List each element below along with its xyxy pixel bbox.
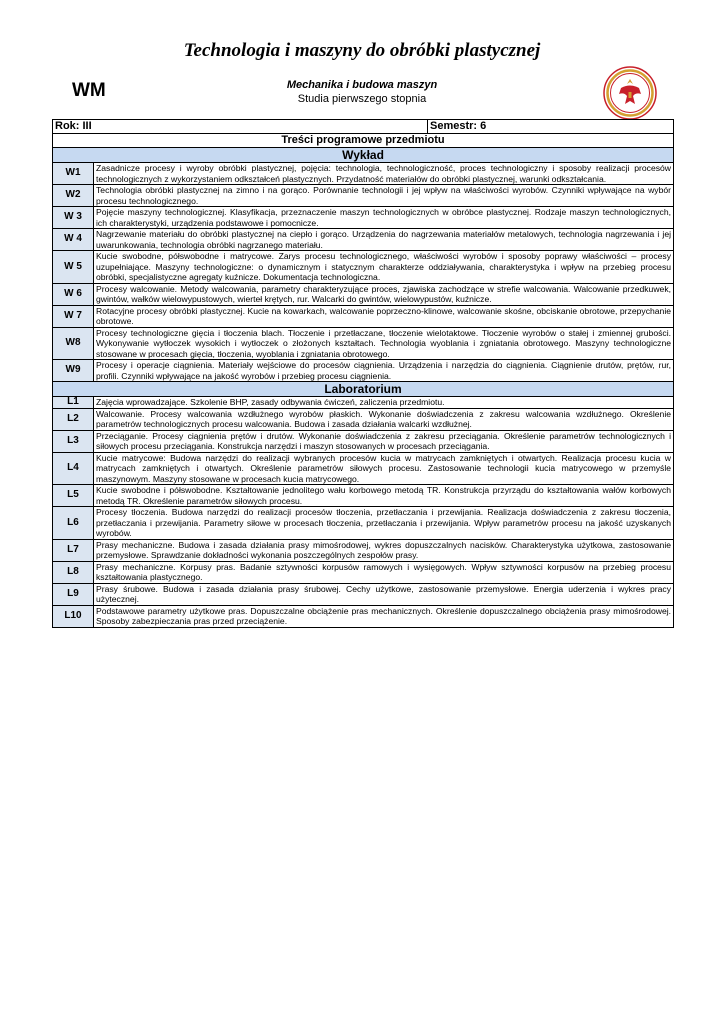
lab-code: L7 [53,539,94,561]
lecture-row [53,207,674,229]
lecture-row [53,283,674,305]
meta-row [53,120,674,134]
lecture-description: Procesy technologiczne gięcia i tłoczenia blach. Tłoczenie i przetłaczane, tłoczenie wielotaktowe. Tłoczenie wyrobów o stałej i zmiennej grubości. Wykonywanie wytłoczek wysokich i wytłoczek o złożonych kształtach. Technologia wyoblania i zgniatania obrotowego. Maszyny technologiczne stosowane w procesach gięcia, tłoczenia, wyoblania i zgniatania obrotowego. [94,327,674,360]
lecture-description: Rotacyjne procesy obróbki plastycznej. Kucie na kowarkach, walcowanie poprzeczno-klinowe, walcowanie skośne, obciskanie obrotowe, przepychanie obrotowe. [94,305,674,327]
lecture-code: W8 [53,327,94,360]
lab-heading: Laboratorium [53,382,674,397]
lab-code: L6 [53,507,94,540]
lecture-row [53,185,674,207]
lecture-row [53,163,674,185]
content-title: Treści programowe przedmiotu [53,134,674,148]
lecture-row [53,229,674,251]
study-level: Studia pierwszego stopnia [297,93,427,105]
lab-description: Zajęcia wprowadzające. Szkolenie BHP, zasady odbywania ćwiczeń, zaliczenia przedmiotu. [94,397,674,409]
semester-cell: Semestr: 6 [428,120,674,134]
lecture-section-header [53,148,674,163]
lab-row [53,397,674,409]
lab-description: Podstawowe parametry użytkowe pras. Dopuszczalne obciążenie pras mechanicznych. Określenie dopuszczalnego obciążenia prasy mimośrodowej. Sposoby zabezpieczania pras przed przeciążenie. [94,605,674,627]
lab-description: Walcowanie. Procesy walcowania wzdłużnego wyrobów płaskich. Wykonanie doświadczenia z zakresu walcowania wzdłużnego. Określenie parametrów technologicznych procesu walcowania. Budowa i zasada działania walcarki wzdłużnej. [94,408,674,430]
lab-description: Przeciąganie. Procesy ciągnienia prętów i drutów. Wykonanie doświadczenia z zakresu przeciągania. Określenie parametrów technologicznych i siłowych procesu przeciągania. Konstrukcja narzędzi i maszyn stosowanych w procesach przeciągania. [94,430,674,452]
lab-description: Prasy mechaniczne. Budowa i zasada działania prasy mimośrodowej, wykres dopuszczalnych nacisków. Charakterystyka użytkowa, zastosowanie przemysłowe. Sprawdzanie dokładności wykonania poszczególnych zespołów prasy. [94,539,674,561]
lab-code: L10 [53,605,94,627]
lab-description: Kucie swobodne i półswobodne. Kształtowanie jednolitego wału korbowego metodą TR. Konstrukcja przyrządu do kształtowania wałów korbowych metodą TR. Określenie parametrów siłowych procesu. [94,485,674,507]
lecture-description: Procesy i operacje ciągnienia. Materiały wejściowe do procesów ciągnienia. Urządzenia i narzędzia do ciągnienia. Ciągnienie drutów, prętów, rur, profili. Czynniki wpływające na jakość wyrobów i przebieg procesu ciągnienia. [94,360,674,382]
lecture-heading: Wykład [53,148,674,163]
lab-code: L2 [53,408,94,430]
lecture-description: Zasadnicze procesy i wyroby obróbki plastycznej, pojęcia: technologia, technologiczność, proces technologiczny i sposoby realizacji procesów technologicznych z wykorzystaniem odkształceń plastycznych. Przydatność materiałów do obróbki plastycznej, warunki odkształcania. [94,163,674,185]
lab-row [53,430,674,452]
lab-row [53,408,674,430]
lecture-row [53,360,674,382]
lecture-description: Technologia obróbki plastycznej na zimno i na gorąco. Porównanie technologii i jej wpływ na właściwości wyrobów. Czynniki wpływające na wybór procesu technologicznego. [94,185,674,207]
content-title-row [53,134,674,148]
lecture-description: Pojęcie maszyny technologicznej. Klasyfikacja, przeznaczenie maszyn technologicznych w obróbce plastycznej. Rodzaje maszyn technologicznych, ich charakterystyki, urządzenia podstawowe i pomocnicze. [94,207,674,229]
course-code: WM [72,80,106,101]
university-emblem-icon [603,66,657,120]
lab-row [53,485,674,507]
lab-description: Procesy tłoczenia. Budowa narzędzi do realizacji procesów tłoczenia, przetłaczania i przewijania. Realizacja doświadczenia z zakresu tłoczenia, przetłaczania i przewijania. Parametry siłowe w procesach tłoczenia, przetłaczania i przewijania. Wpływ parametrów procesu na jakość uzyskanych wyrobów. [94,507,674,540]
lecture-code: W 4 [53,229,94,251]
lecture-code: W 6 [53,283,94,305]
lecture-code: W 7 [53,305,94,327]
lab-section-header [53,382,674,397]
lecture-code: W1 [53,163,94,185]
lecture-code: W9 [53,360,94,382]
lecture-code: W2 [53,185,94,207]
lab-code: L4 [53,452,94,485]
lab-code: L8 [53,561,94,583]
lab-row [53,539,674,561]
lab-code: L1 [53,397,94,409]
document-title: Technologia i maszyny do obróbki plastycznej [183,40,541,61]
lecture-row [53,305,674,327]
lab-description: Prasy mechaniczne. Korpusy pras. Badanie sztywności korpusów ramowych i wysięgowych. Wpływ sztywności korpusów na przebieg procesu kształtowania plastycznego. [94,561,674,583]
lab-code: L9 [53,583,94,605]
lab-row [53,583,674,605]
program-table [52,119,674,628]
field-of-study: Mechanika i budowa maszyn [286,79,438,91]
lab-row [53,561,674,583]
lab-code: L5 [53,485,94,507]
lab-code: L3 [53,430,94,452]
lab-row [53,452,674,485]
lecture-row [53,327,674,360]
lab-row [53,507,674,540]
lecture-description: Procesy walcowanie. Metody walcowania, parametry charakteryzujące proces, zjawiska zachodzące w strefie walcowania. Walcowanie przedkuwek, gwintów, wałków wielowypustowych, wierteł krętych, rur. Walcarki do gwintów, wielowypustów, kuźnicze. [94,283,674,305]
lab-description: Kucie matrycowe: Budowa narzędzi do realizacji wybranych procesów kucia w matrycach zamkniętych i otwartych. Realizacja procesu kucia w matrycach zamkniętych i otwartych. Określenie parametrów siłowych procesu. Zastosowanie technologii kucia matrycowego w przemyśle maszynowym. Maszyny stosowane w procesach kucia matrycowego. [94,452,674,485]
lecture-code: W 5 [53,251,94,284]
lab-row [53,605,674,627]
year-cell: Rok: III [53,120,428,134]
lecture-description: Kucie swobodne, półswobodne i matrycowe. Zarys procesu technologicznego, właściwości wyrobów i sposoby poprawy właściwości – procesy uzupełniające. Maszyny technologiczne: o dynamicznym i statycznym charakterze oddziaływania, charakterystyka i wpływ na przebieg procesu obróbki, specjalistyczne agregaty kuźnicze. Dokumentacja technologiczna. [94,251,674,284]
lab-description: Prasy śrubowe. Budowa i zasada działania prasy śrubowej. Cechy użytkowe, zastosowanie przemysłowe. Energia uderzenia i wykres pracy użytecznej. [94,583,674,605]
lecture-row [53,251,674,284]
lecture-description: Nagrzewanie materiału do obróbki plastycznej na ciepło i gorąco. Urządzenia do nagrzewania materiałów metalowych, technologia nagrzewania i jej uwarunkowania, technologia obróbki nagrzanego materiału. [94,229,674,251]
lecture-code: W 3 [53,207,94,229]
